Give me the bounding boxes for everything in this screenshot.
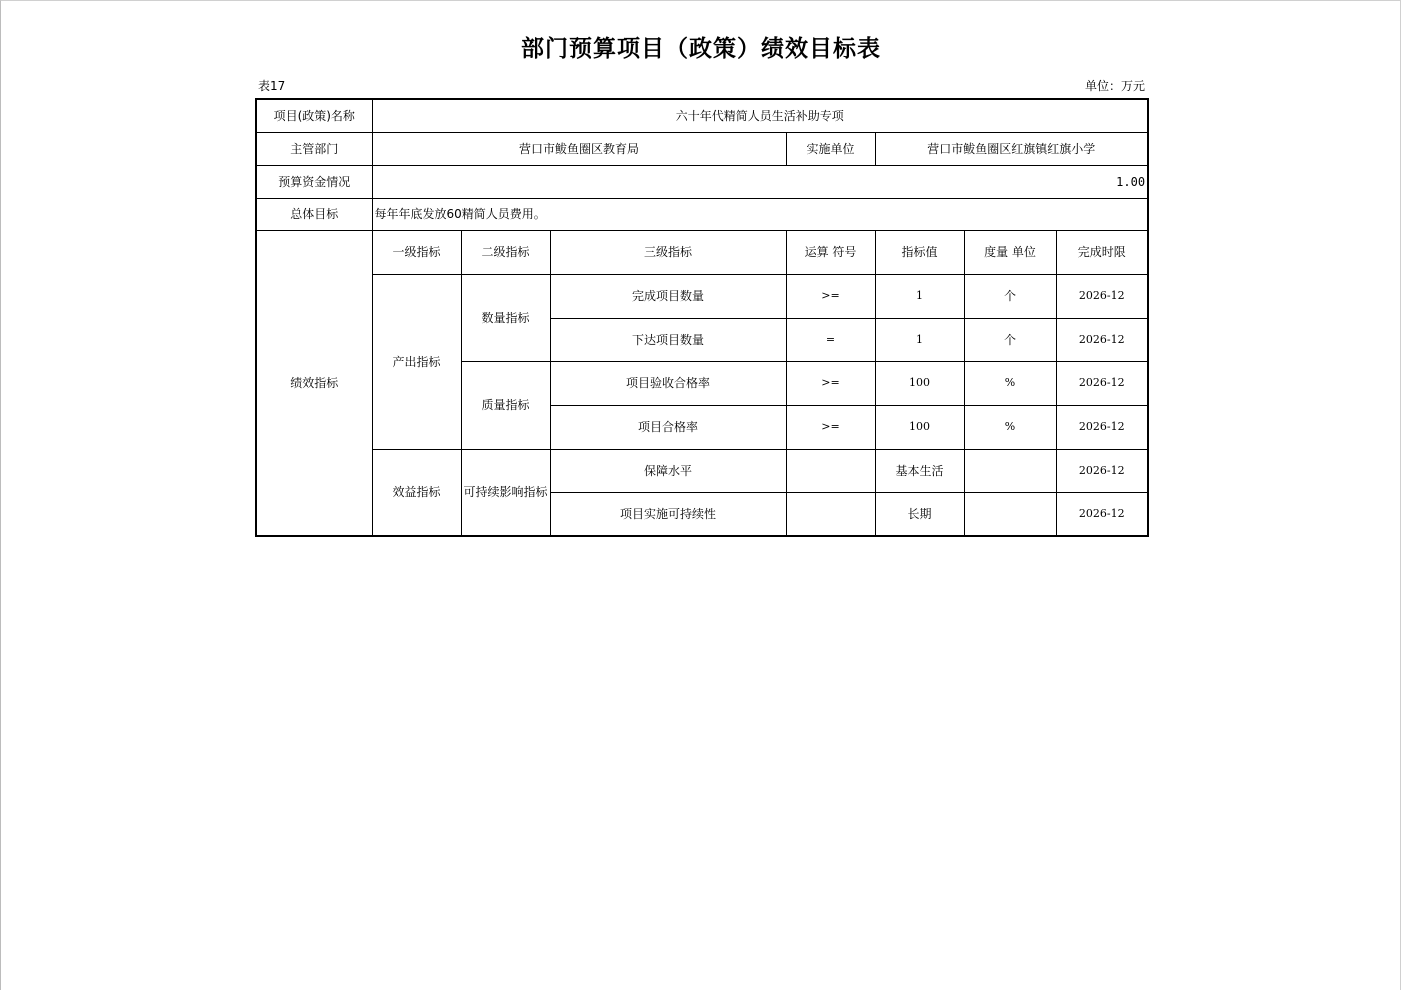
header-unit: 度量 单位 [964, 230, 1056, 274]
indicator-deadline: 2026-12 [1056, 405, 1148, 449]
indicator-name: 完成项目数量 [550, 274, 786, 318]
indicator-value: 1 [875, 274, 964, 318]
performance-table [255, 98, 1149, 537]
indicator-deadline: 2026-12 [1056, 318, 1148, 361]
indicator-deadline: 2026-12 [1056, 449, 1148, 492]
project-name-value: 六十年代精简人员生活补助专项 [372, 99, 1148, 132]
group-output: 产出指标 [372, 274, 461, 449]
goal-label: 总体目标 [256, 198, 372, 230]
header-level3: 三级指标 [550, 230, 786, 274]
indicator-name: 项目实施可持续性 [550, 492, 786, 536]
group-quality: 质量指标 [461, 361, 550, 449]
indicator-operator [786, 449, 875, 492]
indicator-deadline: 2026-12 [1056, 361, 1148, 405]
indicator-operator: >= [786, 274, 875, 318]
indicator-operator: = [786, 318, 875, 361]
header-row [256, 230, 1148, 274]
indicator-unit: 个 [964, 274, 1056, 318]
dept-value: 营口市鲅鱼圈区教育局 [372, 132, 786, 165]
dept-label: 主管部门 [256, 132, 372, 165]
indicator-unit [964, 449, 1056, 492]
indicator-operator: >= [786, 361, 875, 405]
funds-row [256, 165, 1148, 198]
indicator-value: 长期 [875, 492, 964, 536]
page-title: 部门预算项目（政策）绩效目标表 [521, 36, 881, 62]
indicator-operator [786, 492, 875, 536]
indicator-unit [964, 492, 1056, 536]
indicator-value: 100 [875, 361, 964, 405]
funds-label: 预算资金情况 [256, 165, 372, 198]
indicator-name: 项目合格率 [550, 405, 786, 449]
unit-label: 单位：万元 [1084, 79, 1145, 93]
table-row [256, 449, 1148, 492]
project-name-label: 项目(政策)名称 [256, 99, 372, 132]
indicator-name: 项目验收合格率 [550, 361, 786, 405]
impl-value: 营口市鲅鱼圈区红旗镇红旗小学 [875, 132, 1148, 165]
header-deadline: 完成时限 [1056, 230, 1148, 274]
dept-row [256, 132, 1148, 165]
table-number: 表17 [258, 79, 286, 93]
header-value: 指标值 [875, 230, 964, 274]
indicator-unit: % [964, 361, 1056, 405]
project-name-row [256, 99, 1148, 132]
indicator-value: 100 [875, 405, 964, 449]
indicator-deadline: 2026-12 [1056, 274, 1148, 318]
impl-label: 实施单位 [786, 132, 875, 165]
group-benefit: 效益指标 [372, 449, 461, 536]
goal-value: 每年年底发放60精简人员费用。 [372, 198, 1148, 230]
indicator-unit: 个 [964, 318, 1056, 361]
goal-row [256, 198, 1148, 230]
header-level2: 二级指标 [461, 230, 550, 274]
group-sustain: 可持续影响指标 [461, 449, 550, 536]
indicator-deadline: 2026-12 [1056, 492, 1148, 536]
indicator-name: 下达项目数量 [550, 318, 786, 361]
indicator-value: 基本生活 [875, 449, 964, 492]
group-quantity: 数量指标 [461, 274, 550, 361]
header-operator: 运算 符号 [786, 230, 875, 274]
indicator-name: 保障水平 [550, 449, 786, 492]
indicator-value: 1 [875, 318, 964, 361]
indicator-unit: % [964, 405, 1056, 449]
perf-label: 绩效指标 [256, 230, 372, 536]
funds-value: 1.00 [372, 165, 1148, 198]
indicator-operator: >= [786, 405, 875, 449]
header-level1: 一级指标 [372, 230, 461, 274]
table-row [256, 274, 1148, 318]
